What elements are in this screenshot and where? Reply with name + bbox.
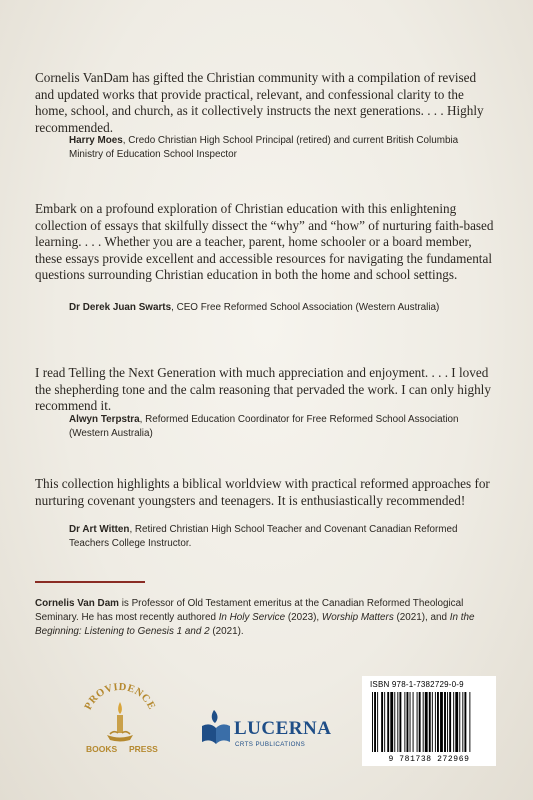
endorsement-quote-3: I read Telling the Next Generation with much appreciation and enjoyment. . . . I loved the shepherding tone and the calm reasoning that pervaded the work. I can only highly recommend it. <box>35 365 491 414</box>
endorser-name-2: Dr Derek Juan Swarts <box>69 302 172 313</box>
barcode-bar <box>423 692 424 752</box>
barcode-bar <box>413 692 414 752</box>
endorsement-attribution-4 <box>69 523 489 551</box>
barcode-bar <box>407 692 409 752</box>
barcode-bar <box>464 692 466 752</box>
barcode-bar <box>372 692 373 752</box>
providence-books-press-logo <box>80 680 160 760</box>
barcode-bar <box>455 692 458 752</box>
barcode-bar <box>394 692 395 752</box>
barcode-digits: 9 781738 272969 <box>388 755 470 764</box>
endorser-title-1: , Credo Christian High School Principal (retired) and current British Columbia Ministry of Education School Inspector <box>69 135 459 160</box>
lucerna-subtitle: CRTS PUBLICATIONS <box>235 741 306 748</box>
endorser-title-2: , CEO Free Reformed School Association (Western Australia) <box>171 302 440 313</box>
isbn-barcode <box>362 676 496 766</box>
open-book-flame-icon <box>202 710 230 744</box>
barcode-bar <box>435 692 436 752</box>
bio-text-1: is Professor of Old Testament emeritus at the Canadian Reformed Theological Seminary. He has most recently authored <box>35 598 464 624</box>
endorsement-quote-4: This collection highlights a biblical worldview with practical reformed approaches for nurturing covenant youngsters and teenagers. It is enthusiastically recommended! <box>35 476 490 508</box>
barcode-bar <box>469 692 470 752</box>
barcode-bar <box>387 692 389 752</box>
bio-text-4: (2021). <box>209 626 244 638</box>
barcode-bar <box>419 692 421 752</box>
endorsement-attribution-1 <box>69 134 489 162</box>
author-bio <box>35 597 505 640</box>
providence-wordmark: PROVIDENCE <box>82 681 158 712</box>
bio-text-2: (2023), <box>285 612 322 624</box>
barcode-bar <box>410 692 411 752</box>
providence-press-text: PRESS <box>129 744 158 754</box>
endorsement-attribution-2 <box>69 301 489 315</box>
lucerna-crts-logo <box>200 704 340 752</box>
author-name: Cornelis Van Dam <box>35 598 119 609</box>
barcode-bar <box>437 692 439 752</box>
barcode-bar <box>459 692 460 752</box>
barcode-bar <box>432 692 433 752</box>
barcode-bar <box>374 692 376 752</box>
endorser-name-1: Harry Moes <box>69 135 123 146</box>
barcode-bar <box>377 692 378 752</box>
endorsement-attribution-3 <box>69 413 489 441</box>
barcode-bar <box>429 692 431 752</box>
endorser-title-3: , Reformed Education Coordinator for Free Reformed School Association (Western Australia) <box>69 414 459 439</box>
barcode-bar <box>390 692 393 752</box>
barcode-bar <box>447 692 448 752</box>
barcode-bar <box>440 692 443 752</box>
bio-book-3: In the Beginning: Listening to Genesis 1 and 2 <box>35 612 475 638</box>
section-divider <box>35 581 145 583</box>
endorser-name-3: Alwyn Terpstra <box>69 414 140 425</box>
barcode-bar <box>397 692 398 752</box>
barcode-bar <box>425 692 428 752</box>
barcode-bar <box>381 692 383 752</box>
flame-icon <box>118 702 122 714</box>
endorser-title-4: , Retired Christian High School Teacher and Covenant Canadian Reformed Teachers College Instructor. <box>69 524 458 549</box>
endorsement-quote-1: Cornelis VanDam has gifted the Christian community with a compilation of revised and updated works that provide practical, relevant, and confessional clarity to the home, school, and church, as it collectively instructs the next generations. . . . Highly recommended. <box>35 70 484 135</box>
bio-text-3: (2021), and <box>393 612 450 624</box>
bio-book-2: Worship Matters <box>321 612 394 624</box>
barcode-bar <box>453 692 454 752</box>
bio-book-1: In Holy Service <box>218 612 286 624</box>
barcode-bars <box>368 692 490 754</box>
endorsement-quote-2: Embark on a profound exploration of Christian education with this enlightening collection of essays that skilfully dissect the “why” and “how” of nurturing faith-based learning. . . . Whether you are a teacher, parent, home schooler or a board member, these essays provide excellent and accessible resources for navigating the fundamental questions surrounding Christian education in both the home and school settings. <box>35 201 494 283</box>
barcode-bar <box>384 692 385 752</box>
barcode-bar <box>404 692 405 752</box>
barcode-bar <box>399 692 401 752</box>
providence-books-text: BOOKS <box>86 744 118 754</box>
lucerna-wordmark: LUCERNA <box>234 718 332 739</box>
barcode-bar <box>449 692 451 752</box>
barcode-bar <box>462 692 463 752</box>
barcode-bar <box>444 692 446 752</box>
barcode-bar <box>417 692 418 752</box>
isbn-label: ISBN 978-1-7382729-0-9 <box>370 680 464 689</box>
endorser-name-4: Dr Art Witten <box>69 524 130 535</box>
